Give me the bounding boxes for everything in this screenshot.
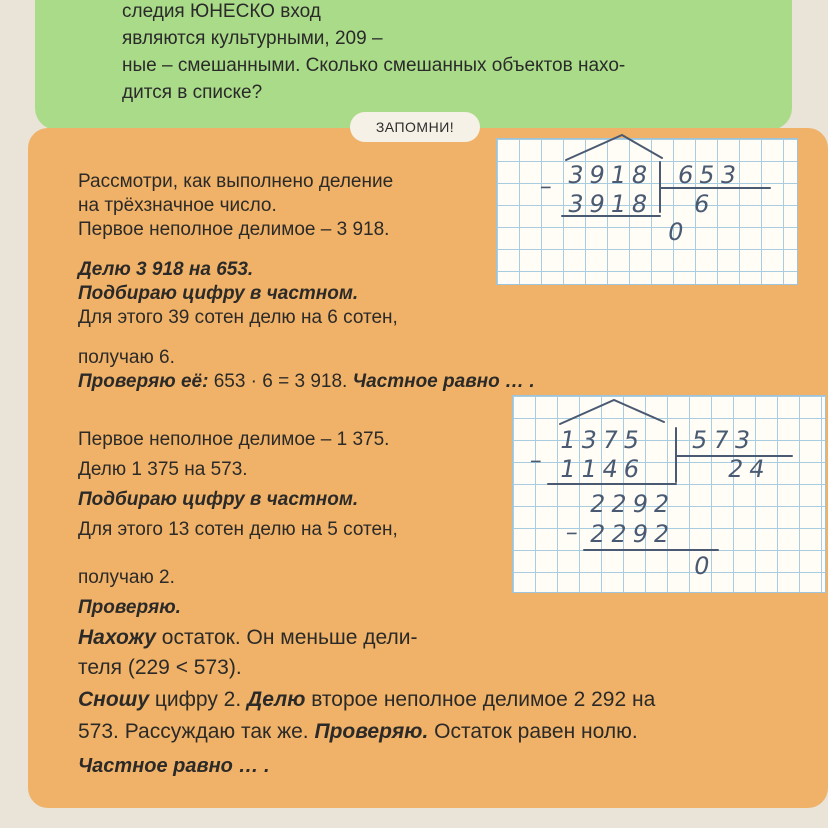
s2-line: Делю 1 375 на 573. xyxy=(78,459,248,480)
ex2-minus-sign-2: – xyxy=(563,518,581,546)
ex1-remainder: 0 xyxy=(665,218,692,246)
problem-line: дится в списке? xyxy=(122,82,263,103)
s2-check-label: Проверяю. xyxy=(314,720,429,743)
ex2-divisor: 573 xyxy=(689,426,759,454)
ex2-arc-mark xyxy=(560,400,664,424)
ex2-dividend: 1375 xyxy=(557,426,648,454)
s2-remainder-text: остаток. Он меньше дели- xyxy=(155,626,418,649)
s2-line: Для этого 13 сотен делю на 5 сотен, xyxy=(78,519,398,540)
s2-bring-text: цифру 2. xyxy=(149,688,248,711)
s2-quotient-prompt: Частное равно … . xyxy=(78,755,270,777)
s1-line: Первое неполное делимое – 3 918. xyxy=(78,219,390,240)
s1-line-emphasis: Делю 3 918 на 653. xyxy=(78,259,254,280)
ex1-arc-mark xyxy=(566,135,662,160)
s1-quotient-prompt: Частное равно … . xyxy=(352,371,535,392)
s1-line: Рассмотри, как выполнено деление xyxy=(78,171,394,192)
s2-line-emphasis: Подбираю цифру в частном. xyxy=(78,489,359,510)
s2-zero-text: Остаток равен нолю. xyxy=(428,720,638,743)
s2-reason-text: 573. Рассуждаю так же. xyxy=(78,720,315,743)
problem-line: являются культурными, 209 – xyxy=(122,28,383,49)
ex1-divisor: 653 xyxy=(675,161,745,189)
ex2-remainder: 0 xyxy=(691,552,718,580)
ex2-quotient: 24 xyxy=(725,455,774,483)
ex1-quotient: 6 xyxy=(691,190,718,218)
remember-badge: ЗАПОМНИ! xyxy=(350,112,480,142)
s2-line: теля (229 < 573). xyxy=(78,656,242,679)
s1-line-emphasis: Подбираю цифру в частном. xyxy=(78,283,359,304)
s2-bring-label: Сношу xyxy=(78,688,150,711)
problem-line: ные – смешанными. Сколько смешанных объектов нахо- xyxy=(122,55,626,76)
s2-line-emphasis: Проверяю. xyxy=(78,597,181,618)
problem-line: следия ЮНЕСКО вход xyxy=(122,1,321,22)
ex1-dividend: 3918 xyxy=(565,161,656,189)
s1-line: получаю 6. xyxy=(78,347,175,368)
ex2-minus-sign: – xyxy=(527,446,545,474)
s2-divide-text: второе неполное делимое 2 292 на xyxy=(305,688,656,711)
s2-line: получаю 2. xyxy=(78,567,175,588)
ex2-subtrahend-2: 2292 xyxy=(587,520,678,548)
ex1-minus-sign: – xyxy=(537,172,555,200)
s1-check-calc: 653 · 6 = 3 918. xyxy=(208,371,353,392)
s2-line: Первое неполное делимое – 1 375. xyxy=(78,429,390,450)
s1-check-label: Проверяю её: xyxy=(78,371,209,392)
s2-find-label: Нахожу xyxy=(78,626,156,649)
ex2-subtrahend: 1146 xyxy=(557,455,648,483)
s2-divide-label: Делю xyxy=(247,688,306,711)
ex2-partial-dividend: 2292 xyxy=(587,490,678,518)
ex1-subtrahend: 3918 xyxy=(565,190,656,218)
s1-line: на трёхзначное число. xyxy=(78,195,277,216)
s1-line: Для этого 39 сотен делю на 6 сотен, xyxy=(78,307,398,328)
